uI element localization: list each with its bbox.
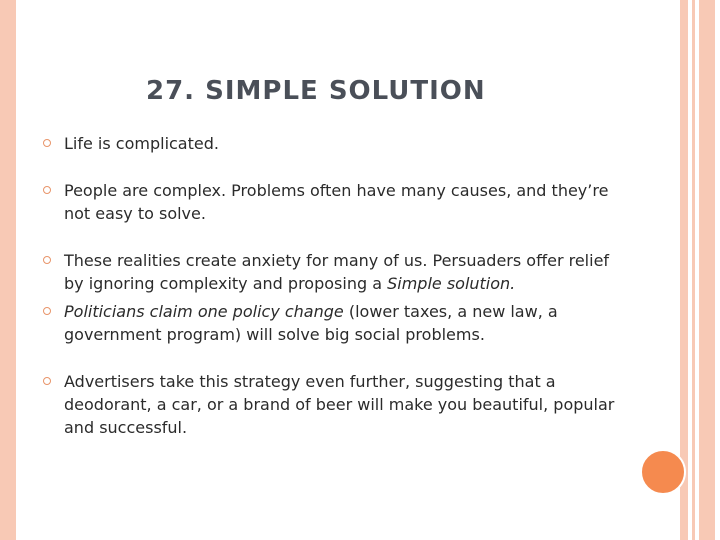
bullet-text: These realities create anxiety for many of us. Persuaders offer relief by ignoring complexity and proposing a [64,251,610,293]
decorative-circle [640,449,686,495]
slide-title: 27. SIMPLE SOLUTION [146,76,486,106]
bullet-item [40,300,620,346]
bullet-marker-icon [43,186,51,194]
bullet-text: (lower taxes, a new law, a government program) will solve big social problems. [64,302,558,344]
bullet-text: People are complex. Problems often have many causes, and they’re not easy to solve. [64,181,609,223]
bullet-text: Advertisers take this strategy even further, suggesting that a deodorant, a car, or a brand of beer will make you beautiful, popular and successful. [64,372,615,437]
bullet-marker-icon [43,307,51,315]
bullet-marker-icon [43,377,51,385]
bullet-emphasis: Politicians claim one policy change [64,302,344,321]
bullet-item [40,179,620,225]
bullet-marker-icon [43,256,51,264]
bullet-marker-icon [43,139,51,147]
bullet-item [40,132,620,155]
left-decorative-band [0,0,16,540]
bullet-text: Life is complicated. [64,134,219,153]
right-decorative-stripe [692,0,695,540]
right-decorative-band-outer [699,0,715,540]
bullet-item [40,370,620,439]
bullet-list [40,132,620,439]
bullet-item [40,249,620,295]
bullet-emphasis: Simple solution. [387,274,516,293]
